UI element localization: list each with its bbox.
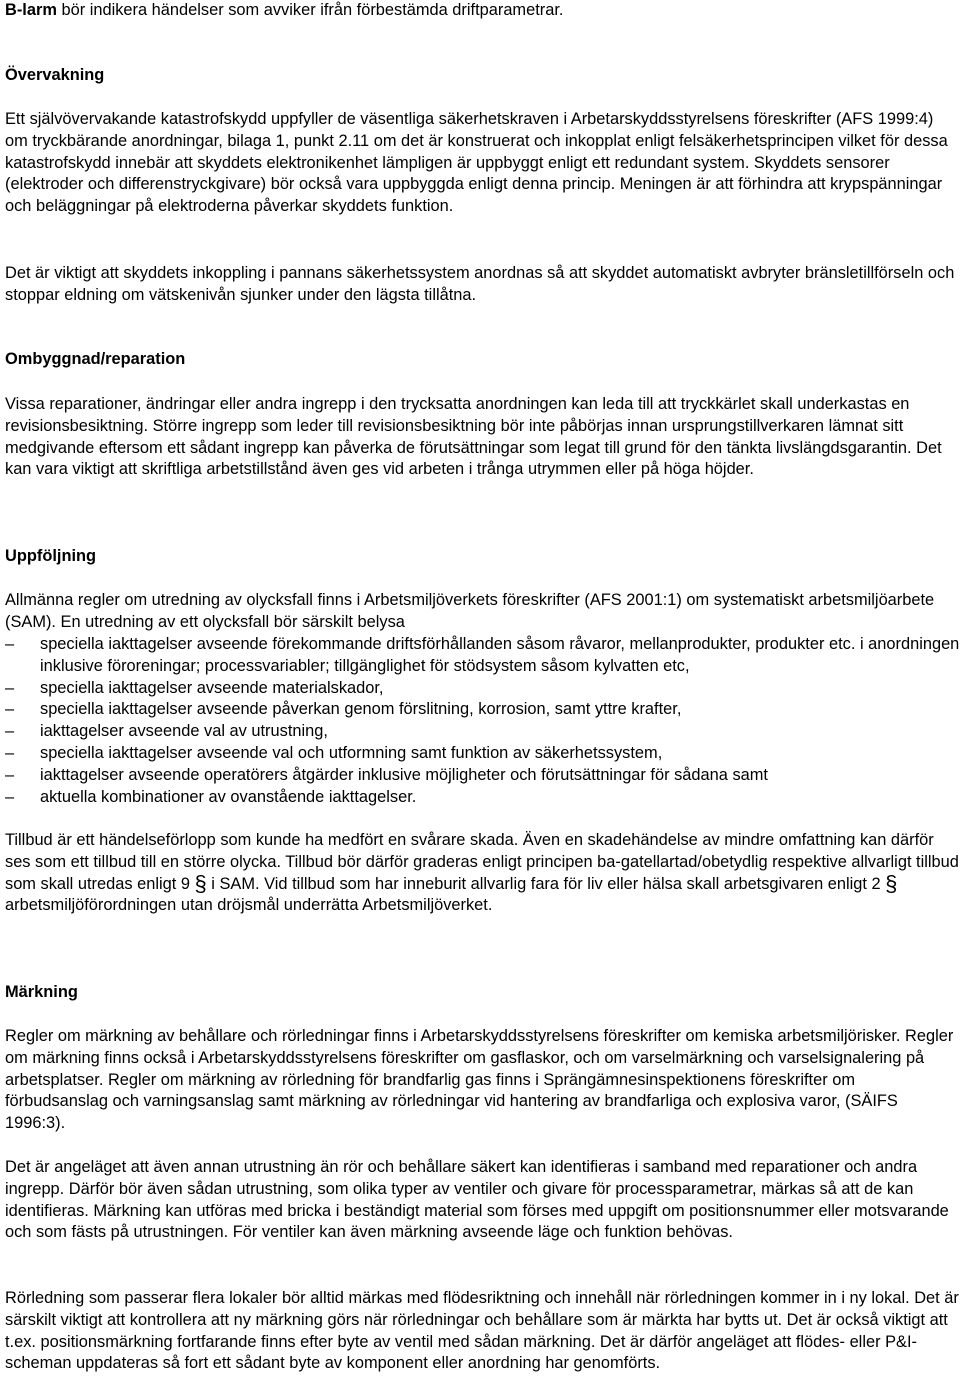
dash-bullet: – — [5, 765, 15, 784]
list-item-text: speciella iakttagelser avseende förekommande driftsförhållanden såsom råvaror, mellanprodukter, produkter etc. i anordningen inklusive föroreningar; processvariabler; tillgänglighet för stödsystem såsom kylvatten etc, — [40, 635, 960, 675]
ombyggnad-paragraph-1: Vissa reparationer, ändringar eller andra ingrepp i den trycksatta anordningen kan leda till att tryckkärlet skall underkastas en revisionsbesiktning. Större ingrepp som leder till revisionsbesiktning bör inte påbörjas innan ursprungstillverkaren lämnat sitt medgivande eftersom ett sådant ingrepp kan påverka de förutsättningar som legat till grund för den tänkta livslängdsgarantin. Det kan vara viktigt att skriftliga arbetstillstånd även ges vid arbeten i trånga utrymmen eller på höga höjder. — [5, 395, 942, 479]
list-item — [5, 787, 960, 809]
section-symbol: § — [194, 870, 207, 896]
section-symbol: § — [885, 870, 898, 896]
list-item-text: aktuella kombinationer av ovanstående iakttagelser. — [40, 787, 417, 806]
investigation-list — [5, 634, 960, 808]
list-item-text: iakttagelser avseende operatörers åtgärder inklusive möjligheter och förutsättningar för sådana samt — [40, 765, 768, 784]
dash-bullet: – — [5, 722, 15, 741]
overvakning-paragraph-2: Det är viktigt att skyddets inkoppling i pannans säkerhetssystem anordnas så att skyddet automatiskt avbryter bränsletillförseln och stoppar eldning om vätskenivån sjunker under den lägsta tillåtna. — [5, 264, 955, 304]
dash-bullet: – — [5, 635, 15, 653]
overvakning-paragraph-1: Ett självövervakande katastrofskydd uppfyller de väsentliga säkerhetskraven i Arbetarskyddsstyrelsens föreskrifter (AFS 1999:4) om tryckbärande anordningar, bilaga 1, punkt 2.11 om det är konstruerat och inkopplat enligt felsäkerhetsprincipen vilket för dessa katastrofskydd innebär att skyddets elektronikenhet lämpligen är uppbyggt enligt ett redundant system. Skyddets sensorer (elektroder och differenstryckgivare) bör också vara uppbyggda enligt denna princip. Meningen är att förhindra att krypspänningar och beläggningar på elektroderna påverkar skyddets funktion. — [5, 110, 948, 216]
markning-paragraph-1: Regler om märkning av behållare och rörledningar finns i Arbetarskyddsstyrelsens föreskrifter om kemiska arbetsmiljörisker. Regler om märkning finns också i Arbetarskyddsstyrelsens föreskrifter om gasflaskor, och om varselmärkning och varselsignalering på arbetsplatser. Regler om märkning av rörledning för brandfarlig gas finns i Sprängämnesinspektionens föreskrifter om förbudsanslag och varningsanslag samt märkning av rörledningar vid hantering av brandfarliga och explosiva varor, (SÄIFS 1996:3). — [5, 1027, 954, 1133]
list-item-text: speciella iakttagelser avseende påverkan genom förslitning, korrosion, samt yttre krafter, — [40, 700, 682, 719]
dash-bullet: – — [5, 743, 15, 762]
list-item — [5, 765, 960, 787]
list-item-text: speciella iakttagelser avseende val och utformning samt funktion av säkerhetssystem, — [40, 743, 663, 762]
list-item — [5, 699, 960, 721]
markning-paragraph-2: Det är angeläget att även annan utrustning än rör och behållare säkert kan identifieras i samband med reparationer och andra ingrepp. Därför bör även sådan utrustning, som olika typer av ventiler och givare för processparametrar, märkas så att de kan identifieras. Märkning kan utföras med bricka i beständigt material som förses med uppgift om positionsnummer eller motsvarande och som fästs på utrustningen. För ventiler kan även märkning avseende läge och funktion behövas. — [5, 1158, 949, 1242]
b-alarm-text: bör indikera händelser som avviker ifrån förbestämda driftparametrar. — [56, 1, 564, 19]
list-item — [5, 721, 960, 743]
list-item — [5, 743, 960, 765]
dash-bullet: – — [5, 700, 15, 719]
tillbud-text-a: Tillbud är ett händelseförlopp som kunde ha medfört en svårare skada. Även en skadehändelse av mindre omfattning kan därför ses som ett tillbud till en större olycka. Tillbud bör därför graderas enligt principen ba-gatellartad/obetydlig respektive allvarligt tillbud som skall utredas enligt 9 — [5, 831, 959, 893]
tillbud-text-c: arbetsmiljöförordningen utan dröjsmål underrätta Arbetsmiljöverket. — [5, 896, 493, 915]
heading-markning: Märkning — [5, 983, 78, 1001]
tillbud-text-b: i SAM. Vid tillbud som har inneburit allvarlig fara för liv eller hälsa skall arbetsgivaren enligt 2 — [206, 874, 886, 893]
b-alarm-paragraph — [5, 0, 960, 22]
uppfoljning-paragraph-1: Allmänna regler om utredning av olycksfall finns i Arbetsmiljöverkets föreskrifter (AFS 2001:1) om systematiskt arbetsmiljöarbete (SAM). En utredning av ett olycksfall bör särskilt belysa — [5, 591, 935, 631]
list-item — [5, 634, 960, 678]
b-alarm-term: B-larm — [5, 1, 57, 19]
dash-bullet: – — [5, 678, 15, 697]
markning-paragraph-3: Rörledning som passerar flera lokaler bör alltid märkas med flödesriktning och innehåll när rörledningen kommer in i ny lokal. Det är särskilt viktigt att kontrollera att ny märkning görs när rörledningar och behållare som är märkta har bytts ut. Det är också viktigt att t.ex. positionsmärkning fortfarande finns efter byte av ventil med sådan märkning. Det är därför angeläget att flödes- eller P&I-scheman uppdateras så fort ett sådant byte av komponent eller anordning har genomförts. — [5, 1289, 959, 1373]
heading-ombyggnad: Ombyggnad/reparation — [5, 350, 186, 368]
heading-uppfoljning: Uppföljning — [5, 547, 97, 565]
list-item-text: iakttagelser avseende val av utrustning, — [40, 722, 328, 741]
uppfoljning-paragraph-2 — [5, 830, 960, 917]
list-item-text: speciella iakttagelser avseende materialskador, — [40, 678, 384, 697]
heading-overvakning: Övervakning — [5, 66, 105, 84]
list-item — [5, 678, 960, 700]
dash-bullet: – — [5, 787, 15, 806]
